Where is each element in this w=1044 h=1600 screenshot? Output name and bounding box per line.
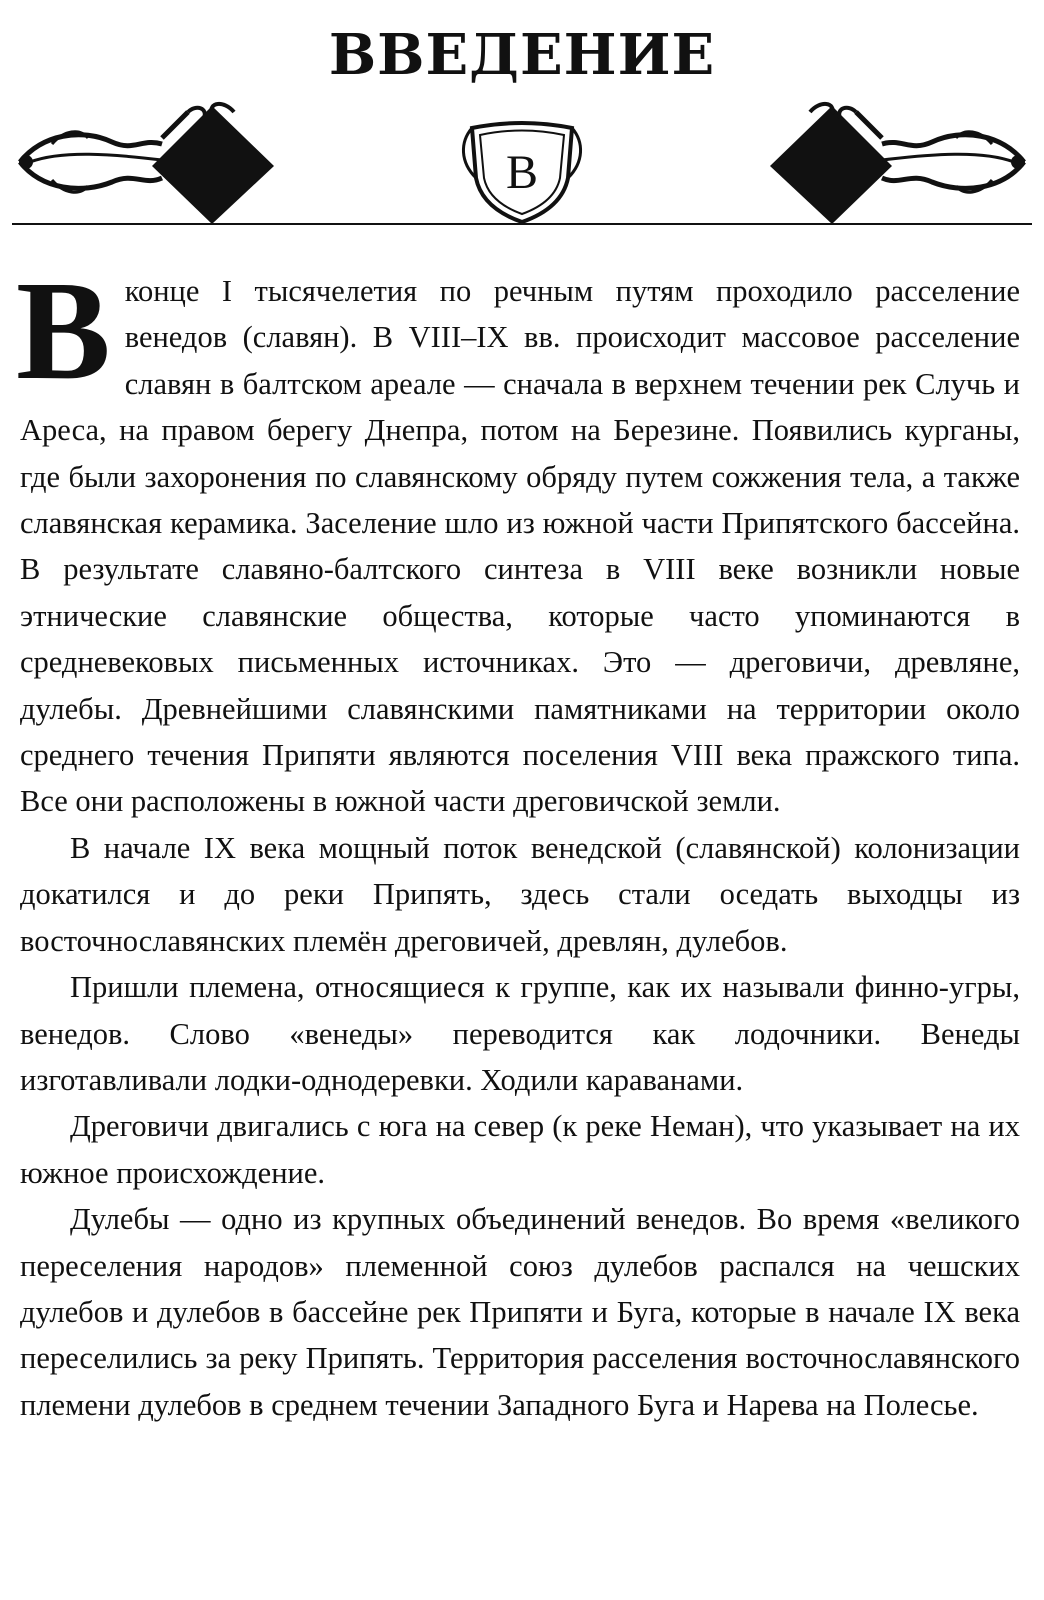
right-diamond-icon xyxy=(770,106,892,224)
paragraph xyxy=(16,251,1020,825)
paragraph-text: конце I тысячелетия по речным путям проходило расселение венедов (славян). В VIII–IX вв. происходит массовое расселение славян в балтском ареале — сначала в верхнем течении рек Случь и Ареса, на правом берегу Днепра, потом на Березине. Появились курганы, где были захоронения по славянскому обряду путем сожжения тела, а также славянская керамика. Заселение шло из южной части Припятского бассейна. В результате славяно-балтского синтеза в VIII веке возникли новые этнические славянские общества, которые часто упоминаются в средневековых письменных источниках. Это — дреговичи, древляне, дулебы. Древнейшими славянскими памятниками на территории около среднего течения Припяти являются поселения VIII века пражского типа. Все они расположены в южной части дреговичской земли. xyxy=(20,274,1020,819)
left-diamond-icon xyxy=(152,106,274,224)
paragraph: Дулебы — одно из крупных объединений венедов. Во время «великого переселения народов» племенной союз дулебов распался на чешских дулебов и дулебов в бассейне рек Припяти и Буга, которые в начале IX века переселились за реку Припять. Территория расселения восточнославянского племени дулебов в среднем течении Западного Буга и Нарева на Полесье. xyxy=(20,1202,1020,1422)
paragraph: Пришли племена, относящиеся к группе, как их называли финно-угры, венедов. Слово «венеды» переводится как лодочники. Венеды изготавливали лодки-однодеревки. Ходили караванами. xyxy=(20,970,1020,1097)
chapter-text xyxy=(16,251,1020,1428)
paragraph: В начале IX века мощный поток венедской (славянской) колонизации докатился и до реки Припять, здесь стали оседать выходцы из восточнославянских племён дреговичей, древлян, дулебов. xyxy=(20,830,1020,958)
paragraph: Дреговичи двигались с юга на север (к реке Неман), что указывает на их южное происхождение. xyxy=(20,1109,1020,1190)
title-ornament xyxy=(12,98,1032,228)
shield-letter: В xyxy=(505,146,539,199)
drop-cap: В xyxy=(16,251,111,409)
shield-badge-icon xyxy=(463,123,580,222)
chapter-title: ВВЕДЕНИЕ xyxy=(328,22,716,88)
